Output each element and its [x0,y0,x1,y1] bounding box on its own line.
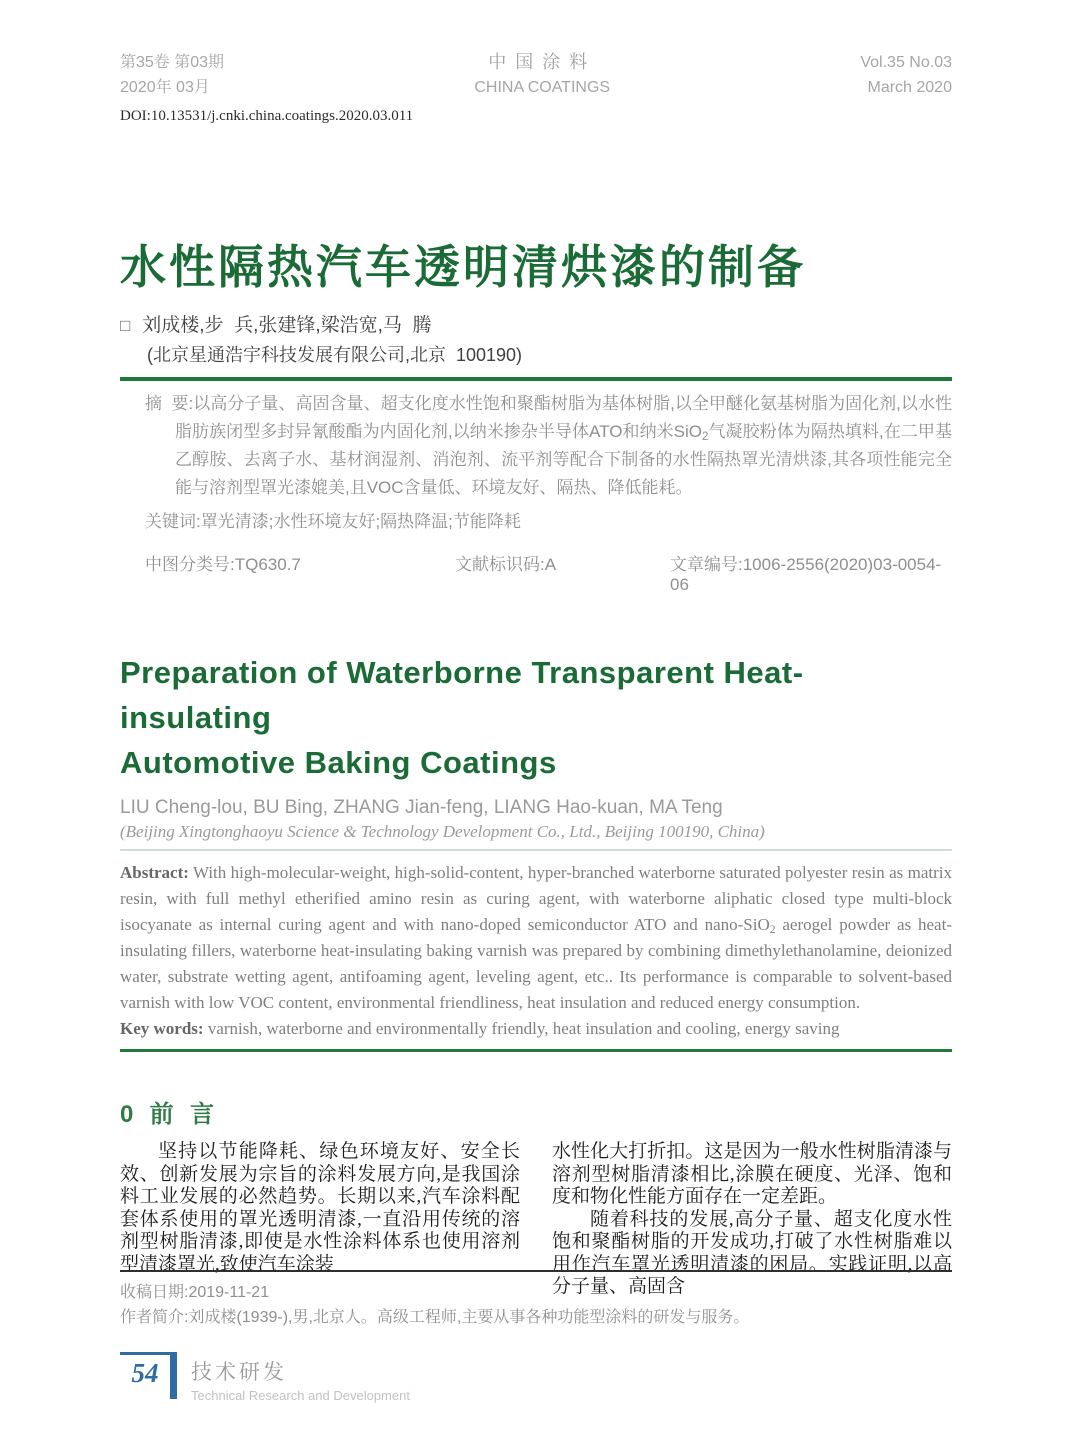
footnote-block [120,1270,952,1330]
keywords-cn-label: 关键词: [145,512,201,531]
chinese-abstract-block [120,390,952,595]
keywords-en [120,1016,952,1042]
volume-issue-en: Vol.35 No.03 [860,54,952,71]
paper-title-cn: 水性隔热汽车透明清烘漆的制备 [120,241,806,293]
footer-blue-bar [170,1355,177,1399]
abstract-cn-text-2: 气凝胶粉体为隔热填料,在二甲基乙醇胺、去离子水、基材润湿剂、消泡剂、流平剂等配合下制备的水性隔热罩光清烘漆,其各项性能完全能与溶剂型罩光漆媲美,且VOC含量低、环境友好、隔热、降低能耗。 [175,422,952,497]
abstract-en [120,860,952,1016]
affiliation-en: (Beijing Xingtonghaoyu Science & Technology Development Co., Ltd., Beijing 100190, China) [120,822,765,841]
green-divider-thick [120,377,952,381]
journal-name-en: CHINA COATINGS [474,79,611,96]
clc-number: 中图分类号:TQ630.7 [145,555,301,574]
journal-header-row [120,50,952,100]
section-heading-0: 0 前 言 [120,1101,216,1128]
footer-section-labels [191,1352,410,1403]
sio2-subscript: 2 [702,430,709,443]
affiliation-cn: (北京星通浩宇科技发展有限公司,北京 100190) [147,345,523,365]
green-divider-medium [120,1049,952,1052]
page-number-box [120,1352,177,1399]
received-date: 收稿日期:2019-11-21 [120,1284,270,1301]
volume-issue-cn: 第35卷 第03期 [120,54,225,71]
page-footer [120,1352,952,1403]
footer-section-en: Technical Research and Development [191,1388,410,1403]
sio2-subscript-en: 2 [769,922,776,936]
abstract-cn [145,390,952,502]
issue-info-en [860,50,952,100]
paragraph: 水性化大打折扣。这是因为一般水性树脂清漆与溶剂型树脂清漆相比,涂膜在硬度、光泽、饱和度和物化性能方面存在一定差距。 [552,1141,952,1207]
authors-cn: 刘成楼,步 兵,张建锋,梁浩宽,马 腾 [142,315,432,336]
author-bio: 作者简介:刘成楼(1939-),男,北京人。高级工程师,主要从事各种功能型涂料的研发与服务。 [120,1309,750,1326]
keywords-en-label: Key words: [120,1019,204,1038]
paragraph: 随着科技的发展,高分子量、超支化度水性饱和聚酯树脂的开发成功,打破了水性树脂难以用作汽车罩光透明清漆的困局。实践证明,以高分子量、高固含 [552,1208,952,1297]
footer-section-cn: 技术研发 [191,1361,287,1384]
journal-name [474,50,610,100]
keywords-cn-text: 罩光清漆;水性环境友好;隔热降温;节能降耗 [200,512,521,531]
abstract-en-label: Abstract: [120,863,189,882]
document-code: 文献标识码:A [455,555,557,574]
english-block [120,650,952,1052]
article-id: 文章编号:1006-2556(2020)03-0054-06 [670,555,942,594]
abstract-cn-text-1: 以高分子量、高固含量、超支化度水性饱和聚酯树脂为基体树脂,以全甲醚化氨基树脂为固化剂,以水性脂肪族闭型多封异氰酸酯为内固化剂,以纳米掺杂半导体ATO和纳米SiO [175,394,952,441]
date-cn: 2020年 03月 [120,79,210,96]
paragraph: 坚持以节能降耗、绿色环境友好、安全长效、创新发展为宗旨的涂料发展方向,是我国涂料工业发展的必然趋势。长期以来,汽车涂料配套体系使用的罩光透明清漆,一直沿用传统的溶剂型树脂清漆,即使是水性涂料体系也使用溶剂型清漆罩光,致使汽车涂装 [120,1141,520,1275]
abstract-en-text-1: With high-molecular-weight, high-solid-content, hyper-branched waterborne saturated polyester resin as matrix resin, with full methyl etherified amino resin as curing agent, with waterborne aliphatic closed type multi-block isocyanate as internal curing agent and with nano-doped semiconductor ATO and nano-SiO [120,863,952,934]
article-body [120,1094,952,1299]
paper-title-en [120,650,952,785]
journal-header [120,50,952,125]
page-number: 54 [131,1358,159,1388]
abstract-en-text-2: aerogel powder as heat-insulating fillers, waterborne heat-insulating baking varnish was prepared by combining dimethylethanolamine, deionized water, substrate wetting agent, antifoaming agent, leveling agent, etc.. Its performance is comparable to solvent-based varnish with low VOC content, environmental friendliness, heat insulation and reduced energy consumption. [120,915,952,1012]
authors-cn-line [120,310,952,337]
keywords-en-text: varnish, waterborne and environmentally friendly, heat insulation and cooling, energy saving [203,1019,840,1038]
keywords-cn [145,510,952,534]
green-divider-thin [120,849,952,851]
author-marker-icon: □ [120,316,131,335]
chinese-title-block [120,238,952,381]
abstract-cn-label: 摘 要: [145,394,194,413]
doi-line: DOI:10.13531/j.cnki.china.coatings.2020.03.011 [120,108,414,124]
journal-name-cn: 中国涂料 [488,52,597,72]
paper-title-en-line2: Automotive Baking Coatings [120,745,557,780]
paper-title-en-line1: Preparation of Waterborne Transparent Heat-insulating [120,655,804,735]
issue-info-cn [120,50,224,100]
authors-en: LIU Cheng-lou, BU Bing, ZHANG Jian-feng, LIANG Hao-kuan, MA Teng [120,797,723,818]
classification-row [145,550,952,595]
date-en: March 2020 [867,79,952,96]
